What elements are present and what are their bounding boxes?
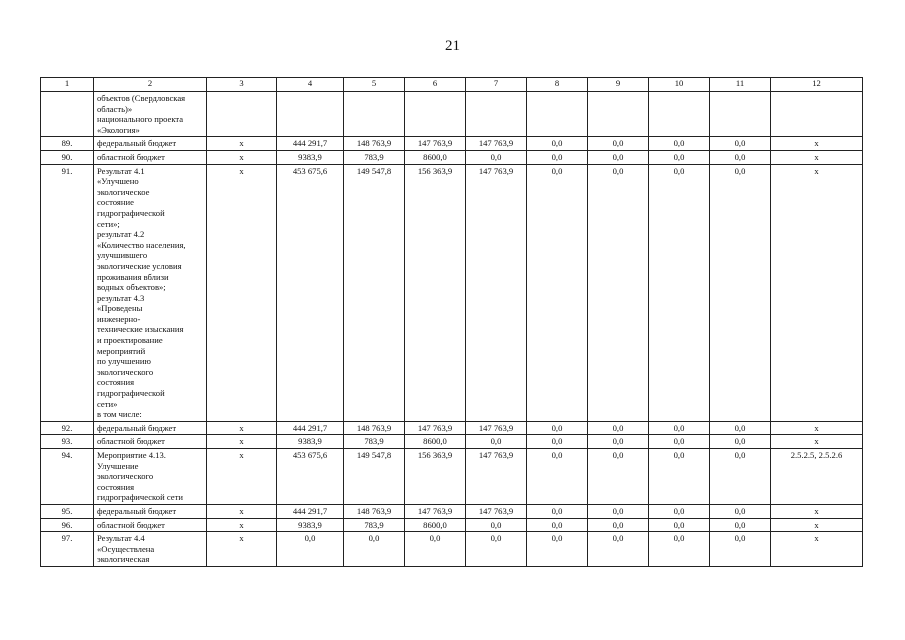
description-cell: федеральный бюджет (94, 504, 207, 518)
year-cell: 8600,0 (405, 435, 466, 449)
year-cell: 0,0 (466, 150, 527, 164)
code-cell: х (207, 421, 277, 435)
column-header: 6 (405, 78, 466, 92)
year-cell: 0,0 (649, 518, 710, 532)
row-number-cell: 96. (41, 518, 94, 532)
column-header: 11 (710, 78, 771, 92)
year-cell (527, 92, 588, 137)
year-cell (405, 92, 466, 137)
row-number-cell: 93. (41, 435, 94, 449)
description-cell: областной бюджет (94, 518, 207, 532)
total-cell: 9383,9 (277, 150, 344, 164)
year-cell (649, 92, 710, 137)
year-cell: 0,0 (405, 532, 466, 567)
year-cell: 0,0 (710, 421, 771, 435)
year-cell: 0,0 (588, 518, 649, 532)
year-cell: 148 763,9 (344, 137, 405, 151)
year-cell: 0,0 (649, 532, 710, 567)
table-row (41, 137, 863, 151)
year-cell: 783,9 (344, 518, 405, 532)
total-cell (277, 92, 344, 137)
description-cell: Мероприятие 4.13. Улучшение экологического состояния гидрографической сети (94, 449, 207, 505)
total-cell: 453 675,6 (277, 449, 344, 505)
table-row (41, 518, 863, 532)
header-row (41, 78, 863, 92)
year-cell: 0,0 (527, 532, 588, 567)
year-cell: 156 363,9 (405, 449, 466, 505)
year-cell: 147 763,9 (466, 449, 527, 505)
year-cell: 8600,0 (405, 150, 466, 164)
column-header: 3 (207, 78, 277, 92)
year-cell: 0,0 (588, 449, 649, 505)
year-cell: 0,0 (649, 449, 710, 505)
description-cell: областной бюджет (94, 435, 207, 449)
description-cell: Результат 4.4 «Осуществлена экологическая (94, 532, 207, 567)
total-cell: 0,0 (277, 532, 344, 567)
column-header: 4 (277, 78, 344, 92)
description-cell: федеральный бюджет (94, 137, 207, 151)
column-header: 2 (94, 78, 207, 92)
year-cell (710, 92, 771, 137)
year-cell: 0,0 (710, 504, 771, 518)
target-ref-cell (771, 92, 863, 137)
year-cell: 0,0 (649, 137, 710, 151)
year-cell: 0,0 (588, 164, 649, 421)
year-cell: 0,0 (466, 532, 527, 567)
target-ref-cell: х (771, 421, 863, 435)
year-cell: 0,0 (710, 435, 771, 449)
year-cell: 0,0 (710, 449, 771, 505)
year-cell: 147 763,9 (405, 137, 466, 151)
row-number-cell: 94. (41, 449, 94, 505)
column-header: 12 (771, 78, 863, 92)
code-cell: х (207, 164, 277, 421)
target-ref-cell: х (771, 435, 863, 449)
year-cell: 0,0 (710, 532, 771, 567)
year-cell: 0,0 (710, 518, 771, 532)
year-cell: 0,0 (710, 137, 771, 151)
year-cell: 147 763,9 (466, 164, 527, 421)
target-ref-cell: х (771, 150, 863, 164)
year-cell: 0,0 (466, 518, 527, 532)
column-header: 8 (527, 78, 588, 92)
year-cell: 149 547,8 (344, 164, 405, 421)
year-cell: 0,0 (527, 449, 588, 505)
target-ref-cell: х (771, 532, 863, 567)
table-row (41, 449, 863, 505)
row-number-cell: 89. (41, 137, 94, 151)
total-cell: 444 291,7 (277, 137, 344, 151)
row-number-cell: 91. (41, 164, 94, 421)
year-cell: 0,0 (649, 150, 710, 164)
table-row (41, 421, 863, 435)
year-cell (466, 92, 527, 137)
column-header: 1 (41, 78, 94, 92)
total-cell: 444 291,7 (277, 504, 344, 518)
year-cell: 149 547,8 (344, 449, 405, 505)
year-cell: 0,0 (588, 435, 649, 449)
table-row (41, 164, 863, 421)
target-ref-cell: х (771, 164, 863, 421)
description-cell: федеральный бюджет (94, 421, 207, 435)
year-cell: 147 763,9 (405, 421, 466, 435)
year-cell: 147 763,9 (466, 421, 527, 435)
column-header: 9 (588, 78, 649, 92)
year-cell (344, 92, 405, 137)
table-row (41, 92, 863, 137)
table-row (41, 532, 863, 567)
year-cell: 783,9 (344, 150, 405, 164)
code-cell (207, 92, 277, 137)
table-row (41, 150, 863, 164)
total-cell: 9383,9 (277, 435, 344, 449)
description-cell: Результат 4.1 «Улучшено экологическое состояние гидрографической сети»; результат 4.2 «Количество населения, улучшившего экологические условия проживания вблизи водных объектов»; результат 4.3 «Проведены инженерно- технические изыскания и проектирование мероприятий по улучшению экологического состояния гидрографической сети» в том числе: (94, 164, 207, 421)
year-cell: 147 763,9 (466, 137, 527, 151)
row-number-cell: 95. (41, 504, 94, 518)
year-cell: 783,9 (344, 435, 405, 449)
budget-table (40, 77, 863, 567)
year-cell: 0,0 (649, 435, 710, 449)
year-cell: 0,0 (527, 164, 588, 421)
table-row (41, 435, 863, 449)
page-number: 21 (445, 38, 460, 54)
table-row (41, 504, 863, 518)
target-ref-cell: х (771, 518, 863, 532)
row-number-cell (41, 92, 94, 137)
code-cell: х (207, 504, 277, 518)
year-cell: 156 363,9 (405, 164, 466, 421)
year-cell (588, 92, 649, 137)
total-cell: 444 291,7 (277, 421, 344, 435)
row-number-cell: 92. (41, 421, 94, 435)
table-body (41, 92, 863, 567)
column-header: 7 (466, 78, 527, 92)
year-cell: 0,0 (527, 137, 588, 151)
total-cell: 453 675,6 (277, 164, 344, 421)
row-number-cell: 97. (41, 532, 94, 567)
code-cell: х (207, 150, 277, 164)
year-cell: 147 763,9 (405, 504, 466, 518)
code-cell: х (207, 518, 277, 532)
target-ref-cell: х (771, 504, 863, 518)
year-cell: 0,0 (588, 421, 649, 435)
year-cell: 0,0 (527, 518, 588, 532)
total-cell: 9383,9 (277, 518, 344, 532)
target-ref-cell: х (771, 137, 863, 151)
year-cell: 0,0 (710, 164, 771, 421)
year-cell: 0,0 (466, 435, 527, 449)
year-cell: 0,0 (588, 532, 649, 567)
year-cell: 0,0 (649, 504, 710, 518)
year-cell: 0,0 (588, 504, 649, 518)
code-cell: х (207, 532, 277, 567)
code-cell: х (207, 449, 277, 505)
year-cell: 0,0 (710, 150, 771, 164)
column-header: 5 (344, 78, 405, 92)
year-cell: 0,0 (527, 150, 588, 164)
year-cell: 0,0 (527, 504, 588, 518)
year-cell: 0,0 (527, 421, 588, 435)
target-ref-cell: 2.5.2.5, 2.5.2.6 (771, 449, 863, 505)
year-cell: 148 763,9 (344, 504, 405, 518)
year-cell: 148 763,9 (344, 421, 405, 435)
year-cell: 147 763,9 (466, 504, 527, 518)
year-cell: 8600,0 (405, 518, 466, 532)
row-number-cell: 90. (41, 150, 94, 164)
column-header: 10 (649, 78, 710, 92)
year-cell: 0,0 (527, 435, 588, 449)
description-cell: областной бюджет (94, 150, 207, 164)
year-cell: 0,0 (649, 164, 710, 421)
code-cell: х (207, 435, 277, 449)
year-cell: 0,0 (588, 137, 649, 151)
description-cell: объектов (Свердловская область)» национального проекта «Экология» (94, 92, 207, 137)
year-cell: 0,0 (649, 421, 710, 435)
code-cell: х (207, 137, 277, 151)
year-cell: 0,0 (344, 532, 405, 567)
year-cell: 0,0 (588, 150, 649, 164)
